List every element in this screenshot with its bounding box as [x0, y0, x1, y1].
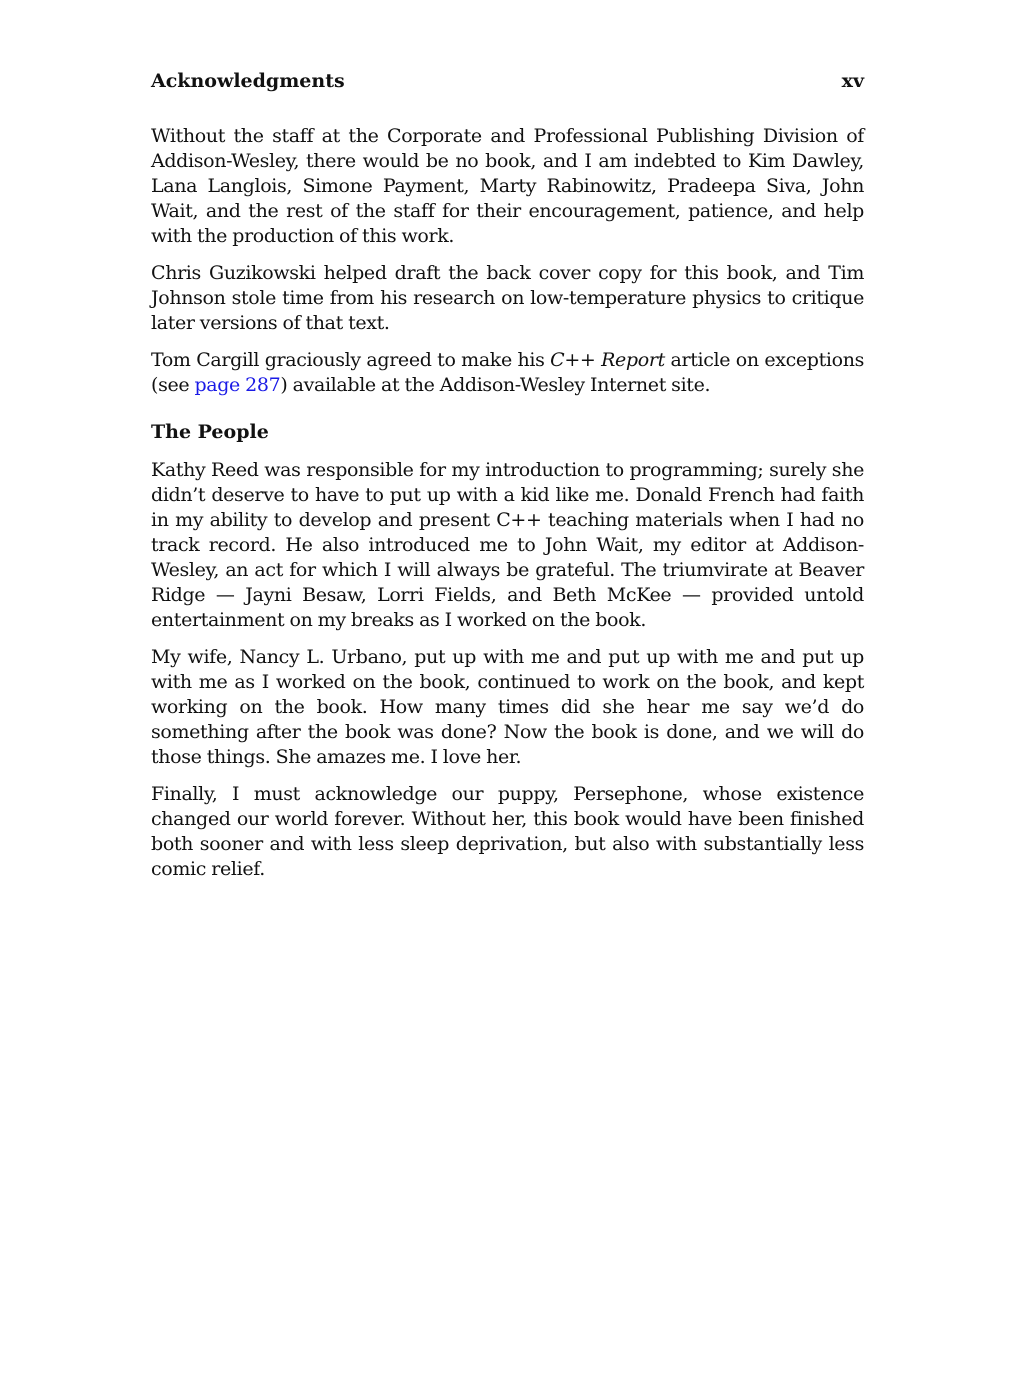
paragraph-puppy: Finally, I must acknowledge our puppy, Persephone, whose existence changed our world forever. Without her, this book would have been finished both sooner and with less sleep deprivation, but also with substantially less comic relief. [151, 783, 864, 880]
cargill-text-middle: article on exceptions (see [151, 349, 864, 396]
chapter-title: Acknowledgments [151, 70, 345, 92]
paragraph-cargill [151, 348, 864, 398]
paragraph-wife: My wife, Nancy L. Urbano, put up with me and put up with me and put up with me as I worked on the book, continued to work on the book, and kept working on the book. How many times did she hear me say we’d do something after the book was done? Now the book is done, and we will do those things. She amazes me. I love her. [151, 646, 864, 768]
publication-title: C++ Report [550, 349, 665, 371]
section-heading: The People [151, 421, 269, 443]
page-number: xv [841, 70, 864, 92]
cargill-text-after: ) available at the Addison-Wesley Internet site. [280, 374, 711, 396]
page-reference-link[interactable]: page 287 [194, 374, 281, 396]
paragraph-staff: Without the staff at the Corporate and Professional Publishing Division of Addison-Wesley, there would be no book, and I am indebted to Kim Dawley, Lana Langlois, Simone Payment, Marty Rabinowitz, Pradeepa Siva, John Wait, and the rest of the staff for their encouragement, patience, and help with the production of this work. [151, 125, 864, 247]
page-body [151, 124, 864, 882]
book-page [151, 66, 864, 894]
cargill-text-before: Tom Cargill graciously agreed to make his [151, 349, 551, 371]
paragraph-kathy-reed: Kathy Reed was responsible for my introduction to programming; surely she didn’t deserve to have to put up with a kid like me. Donald French had faith in my ability to develop and present C++ teaching materials when I had no track record. He also introduced me to John Wait, my editor at Addison-Wesley, an act for which I will always be grateful. The triumvirate at Beaver Ridge — Jayni Besaw, Lorri Fields, and Beth McKee — provided untold entertainment on my breaks as I worked on the book. [151, 459, 864, 631]
running-header [151, 66, 864, 96]
paragraph-cover-copy: Chris Guzikowski helped draft the back cover copy for this book, and Tim Johnson stole time from his research on low-temperature physics to critique later versions of that text. [151, 262, 864, 334]
